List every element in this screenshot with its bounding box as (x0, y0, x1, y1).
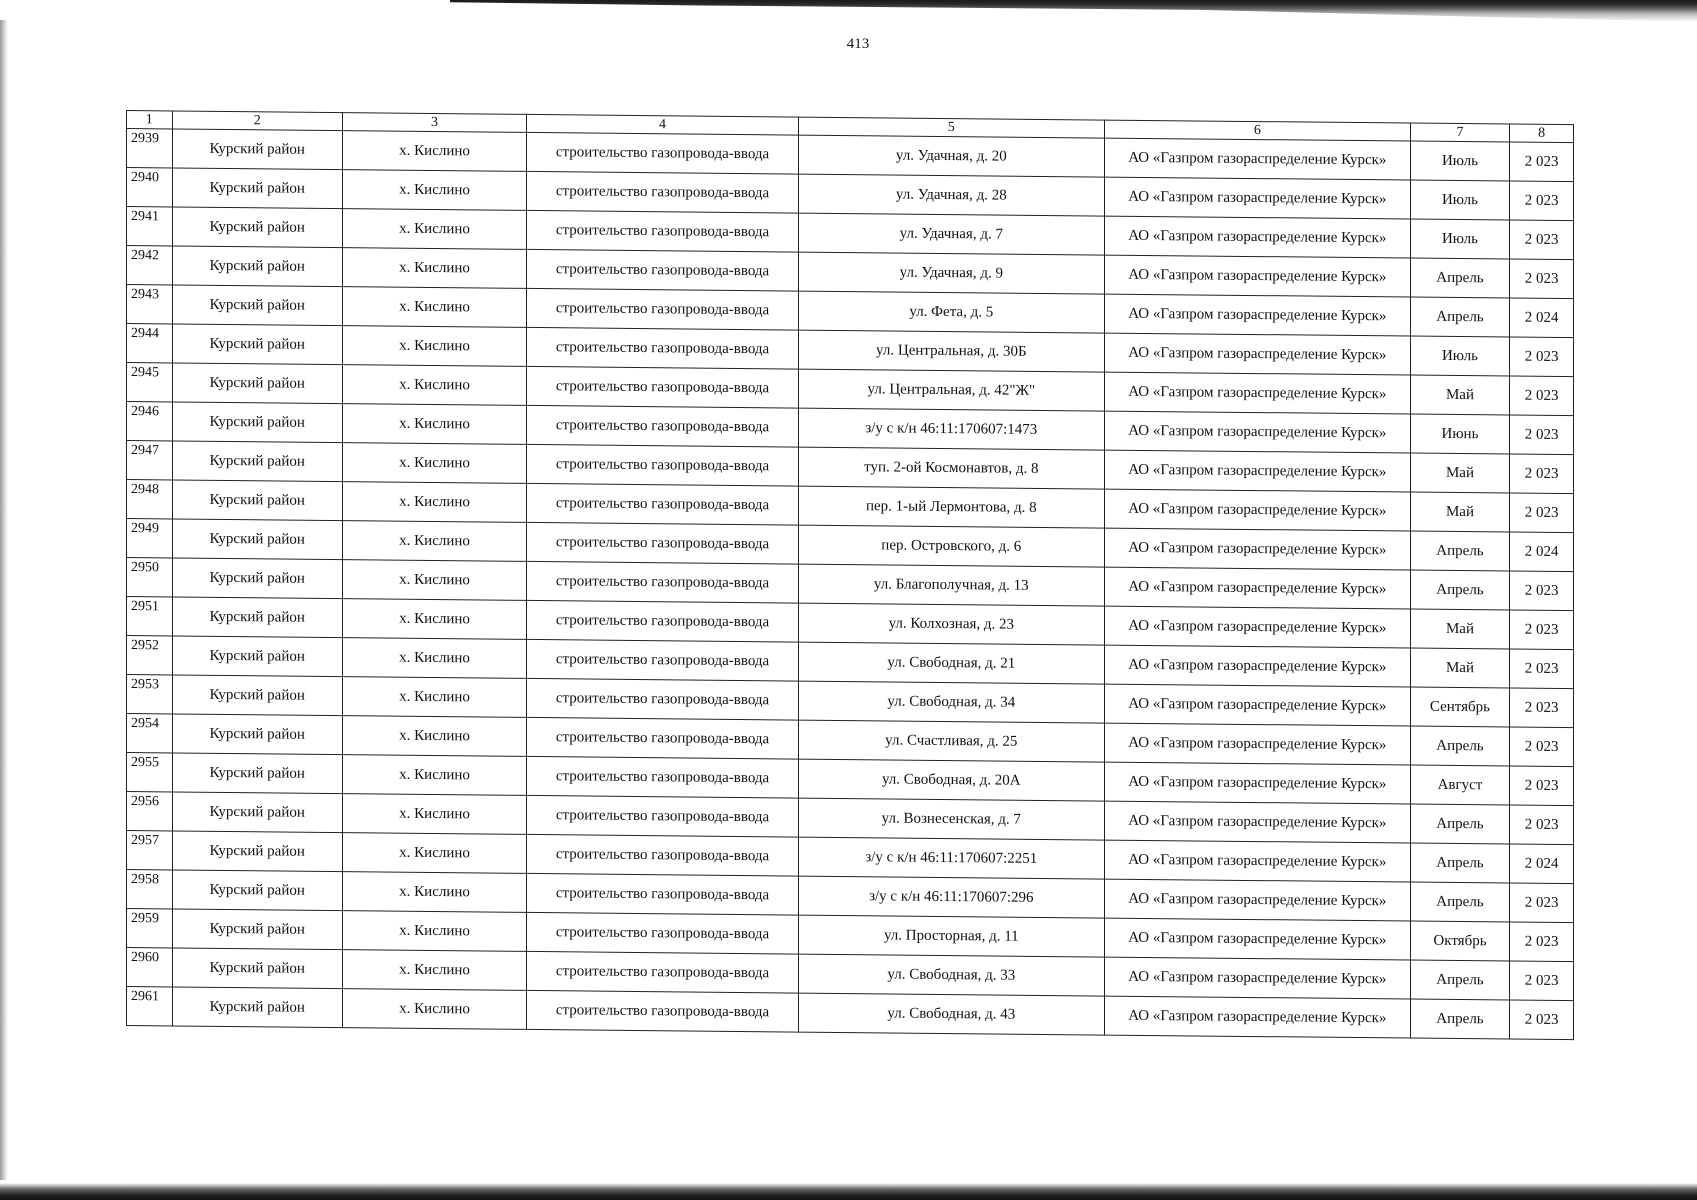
month-cell: Апрель (1410, 297, 1509, 337)
work-type-cell: строительство газопровода-ввода (527, 327, 799, 369)
month-cell: Май (1410, 648, 1509, 688)
organization-cell: АО «Газпром газораспределение Курск» (1104, 255, 1410, 297)
district-cell: Курский район (172, 441, 342, 482)
organization-cell: АО «Газпром газораспределение Курск» (1104, 606, 1410, 648)
district-cell: Курский район (172, 987, 342, 1028)
settlement-cell: х. Кислино (342, 521, 526, 562)
organization-cell: АО «Газпром газораспределение Курск» (1104, 216, 1410, 258)
district-cell: Курский район (172, 324, 342, 365)
column-header: 7 (1410, 123, 1509, 142)
month-cell: Май (1410, 453, 1509, 493)
settlement-cell: х. Кислино (342, 560, 526, 601)
work-type-cell: строительство газопровода-ввода (527, 756, 799, 798)
settlement-cell: х. Кислино (342, 248, 526, 289)
work-type-cell: строительство газопровода-ввода (527, 522, 799, 564)
organization-cell: АО «Газпром газораспределение Курск» (1104, 489, 1410, 531)
month-cell: Апрель (1410, 726, 1509, 766)
settlement-cell: х. Кислино (342, 833, 526, 874)
row-number-cell: 2946 (127, 402, 173, 441)
address-cell: ул. Свободная, д. 33 (798, 954, 1104, 996)
month-cell: Апрель (1410, 258, 1509, 298)
address-cell: туп. 2-ой Космонавтов, д. 8 (798, 447, 1104, 489)
settlement-cell: х. Кислино (342, 287, 526, 328)
organization-cell: АО «Газпром газораспределение Курск» (1104, 333, 1410, 375)
address-cell: ул. Просторная, д. 11 (798, 915, 1104, 957)
year-cell: 2 023 (1510, 337, 1574, 377)
settlement-cell: х. Кислино (342, 599, 526, 640)
row-number-cell: 2958 (127, 870, 173, 909)
settlement-cell: х. Кислино (342, 794, 526, 835)
organization-cell: АО «Газпром газораспределение Курск» (1104, 645, 1410, 687)
organization-cell: АО «Газпром газораспределение Курск» (1104, 411, 1410, 453)
address-cell: ул. Свободная, д. 34 (798, 681, 1104, 723)
organization-cell: АО «Газпром газораспределение Курск» (1104, 138, 1410, 180)
month-cell: Апрель (1410, 531, 1509, 571)
register-table-container (126, 110, 1574, 1040)
year-cell: 2 023 (1510, 727, 1574, 767)
row-number-cell: 2957 (127, 831, 173, 870)
district-cell: Курский район (172, 363, 342, 404)
settlement-cell: х. Кислино (342, 911, 526, 952)
year-cell: 2 023 (1510, 766, 1574, 806)
district-cell: Курский район (172, 948, 342, 989)
month-cell: Сентябрь (1410, 687, 1509, 727)
row-number-cell: 2961 (127, 987, 173, 1026)
work-type-cell: строительство газопровода-ввода (527, 405, 799, 447)
work-type-cell: строительство газопровода-ввода (527, 834, 799, 876)
row-number-cell: 2939 (127, 129, 173, 168)
row-number-cell: 2947 (127, 441, 173, 480)
district-cell: Курский район (172, 909, 342, 950)
year-cell: 2 023 (1510, 493, 1574, 533)
settlement-cell: х. Кислино (342, 170, 526, 211)
month-cell: Июль (1410, 336, 1509, 376)
column-header: 1 (127, 111, 173, 129)
address-cell: ул. Удачная, д. 7 (798, 213, 1104, 255)
address-cell: з/у с к/н 46:11:170607:296 (798, 876, 1104, 918)
work-type-cell: строительство газопровода-ввода (527, 561, 799, 603)
address-cell: ул. Удачная, д. 20 (798, 135, 1104, 177)
district-cell: Курский район (172, 675, 342, 716)
year-cell: 2 023 (1510, 1000, 1574, 1040)
work-type-cell: строительство газопровода-ввода (527, 600, 799, 642)
year-cell: 2 023 (1510, 610, 1574, 650)
settlement-cell: х. Кислино (342, 677, 526, 718)
district-cell: Курский район (172, 168, 342, 209)
row-number-cell: 2950 (127, 558, 173, 597)
settlement-cell: х. Кислино (342, 326, 526, 367)
address-cell: ул. Центральная, д. 42"Ж" (798, 369, 1104, 411)
district-cell: Курский район (172, 753, 342, 794)
year-cell: 2 024 (1510, 844, 1574, 884)
organization-cell: АО «Газпром газораспределение Курск» (1104, 294, 1410, 336)
row-number-cell: 2944 (127, 324, 173, 363)
address-cell: ул. Свободная, д. 21 (798, 642, 1104, 684)
organization-cell: АО «Газпром газораспределение Курск» (1104, 762, 1410, 804)
month-cell: Май (1410, 375, 1509, 415)
column-header: 6 (1104, 120, 1410, 141)
column-header: 4 (527, 114, 799, 135)
district-cell: Курский район (172, 558, 342, 599)
month-cell: Апрель (1410, 882, 1509, 922)
organization-cell: АО «Газпром газораспределение Курск» (1104, 996, 1410, 1038)
year-cell: 2 023 (1510, 142, 1574, 182)
month-cell: Июль (1410, 180, 1509, 220)
year-cell: 2 024 (1510, 298, 1574, 338)
table-body (127, 129, 1574, 1040)
row-number-cell: 2940 (127, 168, 173, 207)
year-cell: 2 023 (1510, 454, 1574, 494)
address-cell: пер. 1-ый Лермонтова, д. 8 (798, 486, 1104, 528)
year-cell: 2 023 (1510, 220, 1574, 260)
work-type-cell: строительство газопровода-ввода (527, 249, 799, 291)
organization-cell: АО «Газпром газораспределение Курск» (1104, 684, 1410, 726)
register-table (126, 110, 1574, 1040)
work-type-cell: строительство газопровода-ввода (527, 171, 799, 213)
organization-cell: АО «Газпром газораспределение Курск» (1104, 723, 1410, 765)
work-type-cell: строительство газопровода-ввода (527, 483, 799, 525)
address-cell: ул. Удачная, д. 9 (798, 252, 1104, 294)
column-header: 5 (798, 117, 1104, 138)
month-cell: Июнь (1410, 414, 1509, 454)
row-number-cell: 2948 (127, 480, 173, 519)
row-number-cell: 2945 (127, 363, 173, 402)
settlement-cell: х. Кислино (342, 950, 526, 991)
column-header: 2 (172, 111, 342, 131)
district-cell: Курский район (172, 792, 342, 833)
organization-cell: АО «Газпром газораспределение Курск» (1104, 450, 1410, 492)
organization-cell: АО «Газпром газораспределение Курск» (1104, 372, 1410, 414)
address-cell: ул. Центральная, д. 30Б (798, 330, 1104, 372)
work-type-cell: строительство газопровода-ввода (527, 366, 799, 408)
work-type-cell: строительство газопровода-ввода (527, 912, 799, 954)
year-cell: 2 023 (1510, 649, 1574, 689)
settlement-cell: х. Кислино (342, 365, 526, 406)
column-header: 8 (1510, 124, 1574, 143)
work-type-cell: строительство газопровода-ввода (527, 951, 799, 993)
district-cell: Курский район (172, 597, 342, 638)
month-cell: Июль (1410, 141, 1509, 181)
district-cell: Курский район (172, 246, 342, 287)
settlement-cell: х. Кислино (342, 755, 526, 796)
organization-cell: АО «Газпром газораспределение Курск» (1104, 918, 1410, 960)
district-cell: Курский район (172, 207, 342, 248)
month-cell: Май (1410, 492, 1509, 532)
address-cell: ул. Удачная, д. 28 (798, 174, 1104, 216)
year-cell: 2 023 (1510, 883, 1574, 923)
settlement-cell: х. Кислино (342, 404, 526, 445)
year-cell: 2 023 (1510, 259, 1574, 299)
year-cell: 2 023 (1510, 961, 1574, 1001)
organization-cell: АО «Газпром газораспределение Курск» (1104, 879, 1410, 921)
address-cell: ул. Свободная, д. 43 (798, 993, 1104, 1035)
address-cell: ул. Фета, д. 5 (798, 291, 1104, 333)
year-cell: 2 023 (1510, 181, 1574, 221)
address-cell: пер. Островского, д. 6 (798, 525, 1104, 567)
year-cell: 2 023 (1510, 376, 1574, 416)
month-cell: Май (1410, 609, 1509, 649)
row-number-cell: 2953 (127, 675, 173, 714)
settlement-cell: х. Кислино (342, 443, 526, 484)
month-cell: Апрель (1410, 999, 1509, 1039)
organization-cell: АО «Газпром газораспределение Курск» (1104, 177, 1410, 219)
row-number-cell: 2960 (127, 948, 173, 987)
organization-cell: АО «Газпром газораспределение Курск» (1104, 840, 1410, 882)
settlement-cell: х. Кислино (342, 638, 526, 679)
settlement-cell: х. Кислино (342, 131, 526, 172)
organization-cell: АО «Газпром газораспределение Курск» (1104, 567, 1410, 609)
district-cell: Курский район (172, 402, 342, 443)
district-cell: Курский район (172, 636, 342, 677)
work-type-cell: строительство газопровода-ввода (527, 288, 799, 330)
settlement-cell: х. Кислино (342, 209, 526, 250)
row-number-cell: 2955 (127, 753, 173, 792)
settlement-cell: х. Кислино (342, 482, 526, 523)
year-cell: 2 023 (1510, 415, 1574, 455)
row-number-cell: 2943 (127, 285, 173, 324)
work-type-cell: строительство газопровода-ввода (527, 990, 799, 1032)
work-type-cell: строительство газопровода-ввода (527, 639, 799, 681)
district-cell: Курский район (172, 519, 342, 560)
work-type-cell: строительство газопровода-ввода (527, 873, 799, 915)
month-cell: Август (1410, 765, 1509, 805)
column-header: 3 (342, 113, 526, 133)
year-cell: 2 023 (1510, 688, 1574, 728)
month-cell: Апрель (1410, 570, 1509, 610)
month-cell: Октябрь (1410, 921, 1509, 961)
district-cell: Курский район (172, 285, 342, 326)
month-cell: Июль (1410, 219, 1509, 259)
month-cell: Апрель (1410, 804, 1509, 844)
settlement-cell: х. Кислино (342, 989, 526, 1030)
address-cell: ул. Благополучная, д. 13 (798, 564, 1104, 606)
row-number-cell: 2956 (127, 792, 173, 831)
scan-edge-bottom (0, 1183, 1697, 1200)
year-cell: 2 023 (1510, 571, 1574, 611)
page-number: 413 (846, 36, 870, 52)
organization-cell: АО «Газпром газораспределение Курск» (1104, 801, 1410, 843)
address-cell: з/у с к/н 46:11:170607:1473 (798, 408, 1104, 450)
address-cell: з/у с к/н 46:11:170607:2251 (798, 837, 1104, 879)
row-number-cell: 2949 (127, 519, 173, 558)
district-cell: Курский район (172, 480, 342, 521)
row-number-cell: 2951 (127, 597, 173, 636)
address-cell: ул. Колхозная, д. 23 (798, 603, 1104, 645)
year-cell: 2 023 (1510, 922, 1574, 962)
work-type-cell: строительство газопровода-ввода (527, 210, 799, 252)
row-number-cell: 2952 (127, 636, 173, 675)
row-number-cell: 2941 (127, 207, 173, 246)
row-number-cell: 2959 (127, 909, 173, 948)
work-type-cell: строительство газопровода-ввода (527, 717, 799, 759)
address-cell: ул. Вознесенская, д. 7 (798, 798, 1104, 840)
row-number-cell: 2954 (127, 714, 173, 753)
month-cell: Апрель (1410, 960, 1509, 1000)
address-cell: ул. Свободная, д. 20А (798, 759, 1104, 801)
row-number-cell: 2942 (127, 246, 173, 285)
district-cell: Курский район (172, 714, 342, 755)
work-type-cell: строительство газопровода-ввода (527, 444, 799, 486)
work-type-cell: строительство газопровода-ввода (527, 132, 799, 174)
month-cell: Апрель (1410, 843, 1509, 883)
organization-cell: АО «Газпром газораспределение Курск» (1104, 957, 1410, 999)
settlement-cell: х. Кислино (342, 872, 526, 913)
year-cell: 2 024 (1510, 532, 1574, 572)
scan-edge-top (450, 0, 1697, 22)
work-type-cell: строительство газопровода-ввода (527, 795, 799, 837)
district-cell: Курский район (172, 129, 342, 170)
settlement-cell: х. Кислино (342, 716, 526, 757)
organization-cell: АО «Газпром газораспределение Курск» (1104, 528, 1410, 570)
district-cell: Курский район (172, 831, 342, 872)
work-type-cell: строительство газопровода-ввода (527, 678, 799, 720)
district-cell: Курский район (172, 870, 342, 911)
year-cell: 2 023 (1510, 805, 1574, 845)
scan-edge-left (0, 20, 8, 1180)
address-cell: ул. Счастливая, д. 25 (798, 720, 1104, 762)
